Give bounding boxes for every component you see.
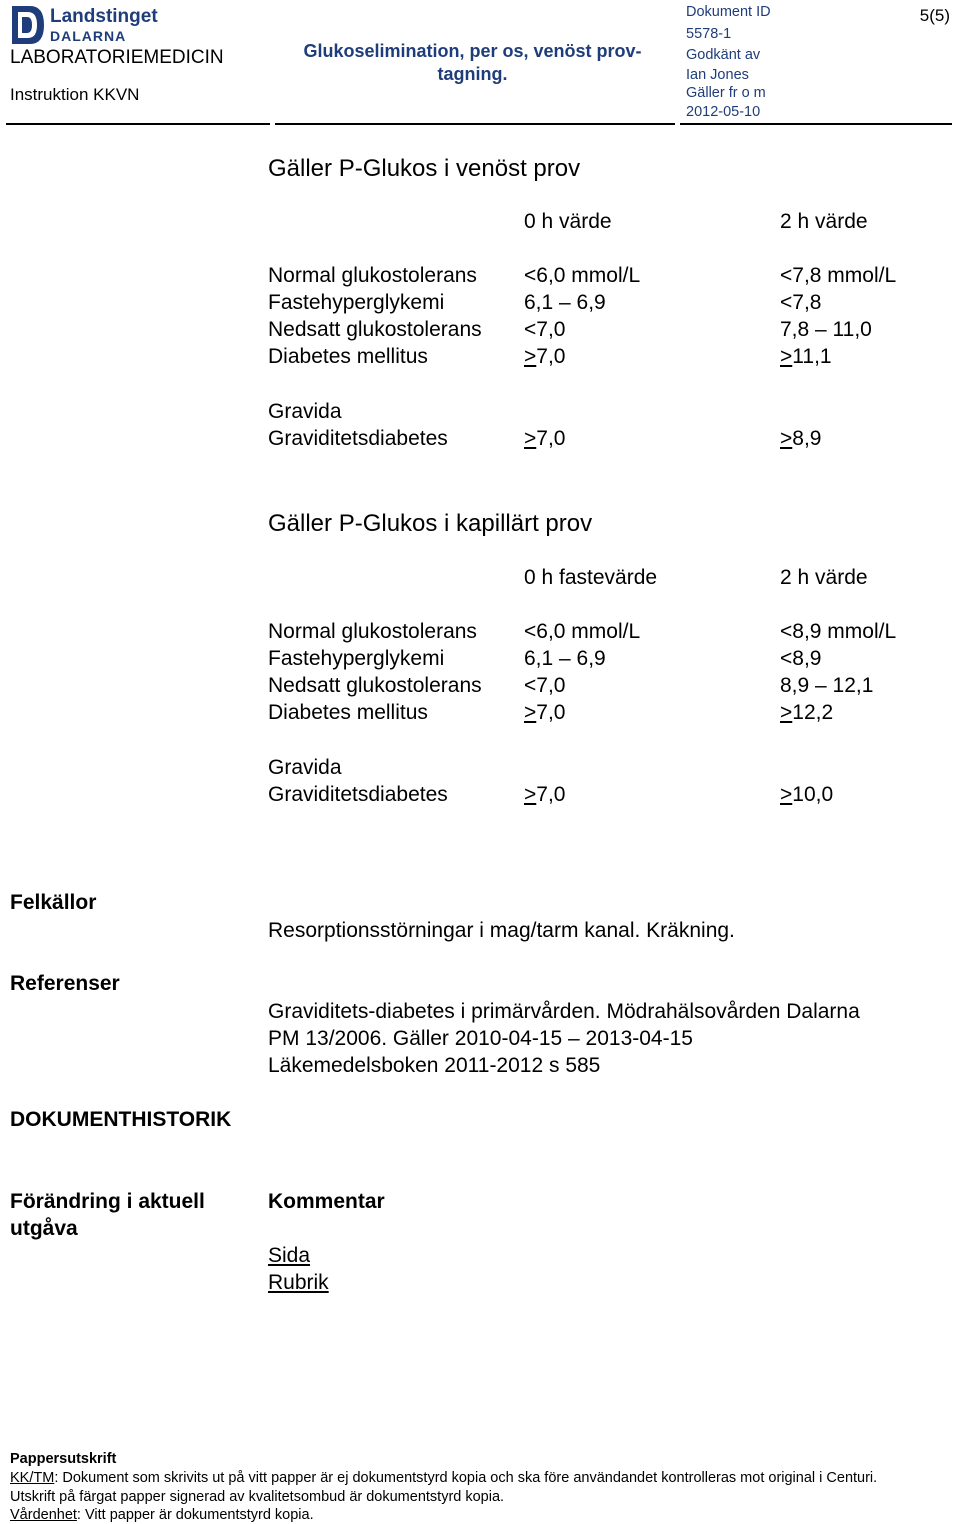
doc-id-label: Dokument ID (686, 4, 771, 20)
doc-type: Instruktion KKVN (10, 85, 140, 104)
approved-label: Godkänt av (686, 47, 761, 63)
venous-row-label: Nedsatt glukostolerans (268, 318, 482, 341)
capillary-heading: Gäller P-Glukos i kapillärt prov (268, 510, 593, 537)
comment-label: Kommentar (268, 1190, 385, 1213)
reference-line: Graviditets-diabetes i primärvården. Mödrahälsovården Dalarna (268, 1000, 860, 1023)
capillary-row-label: Fastehyperglykemi (268, 647, 445, 670)
gte-symbol: > (780, 345, 793, 368)
footer-text: : Dokument som skrivits ut på vitt papper är ej dokumentstyrd kopia och ska före användandet kontrolleras mot original i Centuri. (54, 1470, 878, 1486)
value: 8,9 (792, 427, 822, 450)
page-number: 5(5) (919, 6, 950, 25)
footer-line (10, 1507, 314, 1523)
footer-line: Utskrift på färgat papper signerad av kvalitetsombud är dokumentstyrd kopia. (10, 1489, 505, 1505)
reference-line: PM 13/2006. Gäller 2010-04-15 – 2013-04-15 (268, 1027, 693, 1050)
page-link[interactable]: Sida (268, 1244, 311, 1267)
venous-row-2h: 7,8 – 11,0 (780, 318, 872, 341)
venous-heading: Gäller P-Glukos i venöst prov (268, 155, 581, 182)
venous-gd-0h (524, 427, 565, 451)
rubric-link[interactable]: Rubrik (268, 1271, 329, 1294)
gte-symbol: > (780, 783, 793, 806)
header-divider (6, 123, 270, 125)
capillary-gd-0h (524, 783, 565, 807)
errors-text: Resorptionsstörningar i mag/tarm kanal. Kräkning. (268, 919, 735, 942)
venous-row-0h: 6,1 – 6,9 (524, 291, 606, 314)
org-name: Landstinget (50, 6, 158, 27)
venous-row-2h: <7,8 mmol/L (780, 264, 897, 287)
venous-row-label: Diabetes mellitus (268, 345, 428, 368)
value: 7,0 (536, 701, 566, 724)
references-label: Referenser (10, 972, 120, 995)
header-divider (275, 123, 675, 125)
landstinget-logo-icon (10, 4, 46, 46)
header-divider (680, 123, 952, 125)
capillary-col-2h: 2 h värde (780, 566, 868, 589)
footer-term: Vårdenhet (10, 1507, 77, 1523)
gte-symbol: > (524, 427, 537, 450)
value: 10,0 (792, 783, 834, 806)
footer-term: KK/TM (10, 1470, 55, 1486)
footer-heading: Pappersutskrift (10, 1451, 117, 1467)
value: 11,1 (792, 345, 832, 368)
change-label: Förändring i aktuell (10, 1190, 205, 1213)
venous-row-label: Fastehyperglykemi (268, 291, 445, 314)
doc-id: 5578-1 (686, 26, 732, 42)
valid-from: 2012-05-10 (686, 104, 761, 120)
capillary-row-0h: <7,0 (524, 674, 566, 697)
gte-symbol: > (524, 345, 537, 368)
history-heading: DOKUMENTHISTORIK (10, 1108, 232, 1131)
capillary-row-label: Diabetes mellitus (268, 701, 428, 724)
valid-from-label: Gäller fr o m (686, 85, 766, 101)
venous-row-0h (524, 345, 565, 369)
value: 12,2 (792, 701, 834, 724)
approved-by: Ian Jones (686, 67, 749, 83)
department: LABORATORIEMEDICIN (10, 47, 224, 68)
capillary-gd-label: Graviditetsdiabetes (268, 783, 448, 806)
value: 7,0 (536, 783, 566, 806)
venous-row-0h: <6,0 mmol/L (524, 264, 641, 287)
capillary-col-0h: 0 h fastevärde (524, 566, 658, 589)
document-title: Glukoselimination, per os, venöst prov-tagning. (303, 41, 642, 84)
venous-row-2h (780, 345, 832, 369)
footer-text: : Vitt papper är dokumentstyrd kopia. (76, 1507, 314, 1523)
venous-gravida: Gravida (268, 400, 342, 423)
capillary-row-2h: <8,9 mmol/L (780, 620, 897, 643)
reference-line: Läkemedelsboken 2011-2012 s 585 (268, 1054, 601, 1077)
capillary-gravida: Gravida (268, 756, 342, 779)
venous-col-0h: 0 h värde (524, 210, 612, 233)
org-region: DALARNA (50, 28, 127, 44)
capillary-row-2h: 8,9 – 12,1 (780, 674, 874, 697)
venous-gd-label: Graviditetsdiabetes (268, 427, 448, 450)
gte-symbol: > (524, 701, 537, 724)
change-label: utgåva (10, 1217, 78, 1240)
capillary-row-label: Nedsatt glukostolerans (268, 674, 482, 697)
capillary-gd-2h (780, 783, 833, 807)
gte-symbol: > (524, 783, 537, 806)
capillary-row-0h (524, 701, 565, 725)
venous-row-label: Normal glukostolerans (268, 264, 477, 287)
capillary-row-2h (780, 701, 833, 725)
value: 7,0 (536, 427, 566, 450)
capillary-row-label: Normal glukostolerans (268, 620, 477, 643)
value: 7,0 (536, 345, 566, 368)
gte-symbol: > (780, 427, 793, 450)
venous-row-2h: <7,8 (780, 291, 822, 314)
venous-gd-2h (780, 427, 821, 451)
footer-line (10, 1470, 877, 1486)
venous-row-0h: <7,0 (524, 318, 566, 341)
gte-symbol: > (780, 701, 793, 724)
errors-label: Felkällor (10, 891, 97, 914)
capillary-row-0h: <6,0 mmol/L (524, 620, 641, 643)
venous-col-2h: 2 h värde (780, 210, 868, 233)
capillary-row-2h: <8,9 (780, 647, 822, 670)
capillary-row-0h: 6,1 – 6,9 (524, 647, 606, 670)
